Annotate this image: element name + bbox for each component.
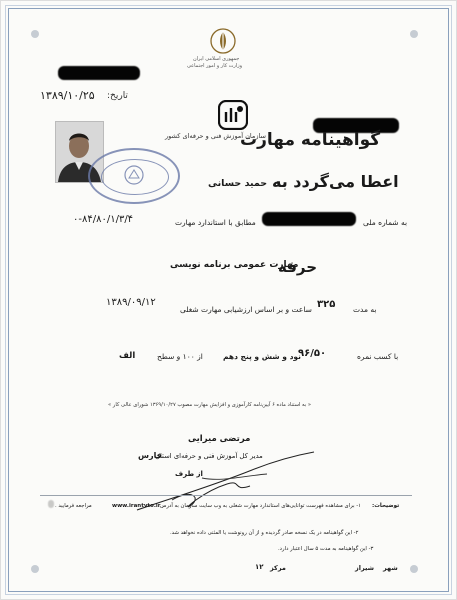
emblem-caption-ministry: وزارت کار و امور اجتماعی [187,63,243,69]
signatory-province: فارس [138,451,162,460]
duration-hours: ۳۲۵ [317,299,336,310]
signatory-name: مرتضی میرایی [188,434,251,444]
legal-basis-text: « به استناد ماده ۶ آیین‌نامه کارآموزی و افزایش مهارت مصوب ۱۳۶۹/۱۰/۲۷ شورای عالی کار » [108,402,312,408]
scan-smudge [48,500,54,508]
emblem-caption-country: جمهوری اسلامی ایران [193,56,240,62]
notes-label: توضیحات: [372,503,400,509]
redacted-serial-number [58,66,140,80]
punch-hole-marker [31,565,39,573]
on-behalf-label: از طرف [175,470,203,478]
note-1: ۱- برای مشاهده فهرست توانایی‌های استاندارد مهارت شغلی به وب سایت سازمان به آدرس [160,503,362,509]
granted-to-label: اعطا می‌گردد به [272,172,399,191]
national-emblem-icon [210,28,236,54]
standard-code: ۰-۸۴/۸۰/۱/۳/۴ [73,214,134,225]
score-scale-text: از ۱۰۰ و سطح [157,352,203,361]
city-label: شهر [383,564,398,572]
trade-label: حرفه [278,258,318,276]
note-1-tail: مراجعه فرمایید . [55,503,92,509]
center-value: ۱۲ [255,563,264,571]
score-label: با کسب نمره [357,352,399,361]
evaluation-date: ۱۳۸۹/۰۹/۱۲ [106,297,156,308]
date-value: ۱۳۸۹/۱۰/۲۵ [40,89,95,102]
tvto-logo-icon [218,100,248,130]
trade-value: مهارت عمومی برنامه نویسی [170,260,299,270]
stamp-emblem-icon [123,164,145,186]
holder-name: حمید حسانی [208,178,268,189]
punch-hole-marker [31,30,39,38]
punch-hole-marker [410,30,418,38]
note-2: ۲- این گواهینامه در یک نسخه صادر گردیده و از آن رونوشت یا المثنی داده نخواهد شد. [170,530,359,536]
duration-label: به مدت [353,305,377,314]
city-value: شیراز [355,564,375,572]
signatory-title: مدیر کل آموزش فنی و حرفه‌ای استان [155,452,263,460]
national-id-label: به شماره ملی [363,218,408,227]
note-3: ۳- این گواهینامه به مدت ۵ سال اعتبار دارد. [278,546,374,552]
standard-label: مطابق با استاندارد مهارت [175,218,256,227]
skill-level: الف [119,351,136,361]
website-link[interactable]: www.irantvto.ir [112,503,161,509]
certificate-title: گواهینامه مهارت [240,130,381,150]
official-stamp-seal [88,148,180,204]
duration-text: ساعت و بر اساس ارزشیابی مهارت شغلی [180,305,312,314]
date-label: تاریخ: [107,91,128,101]
organization-name: سازمان آموزش فنی و حرفه‌ای کشور [165,132,266,140]
redacted-national-id [262,212,356,226]
score-in-words: نود و شش و پنج دهم [223,352,301,361]
footer-divider [40,495,412,496]
punch-hole-marker [410,565,418,573]
score-value: ۹۶/۵۰ [298,348,327,359]
center-label: مرکز [270,564,286,572]
